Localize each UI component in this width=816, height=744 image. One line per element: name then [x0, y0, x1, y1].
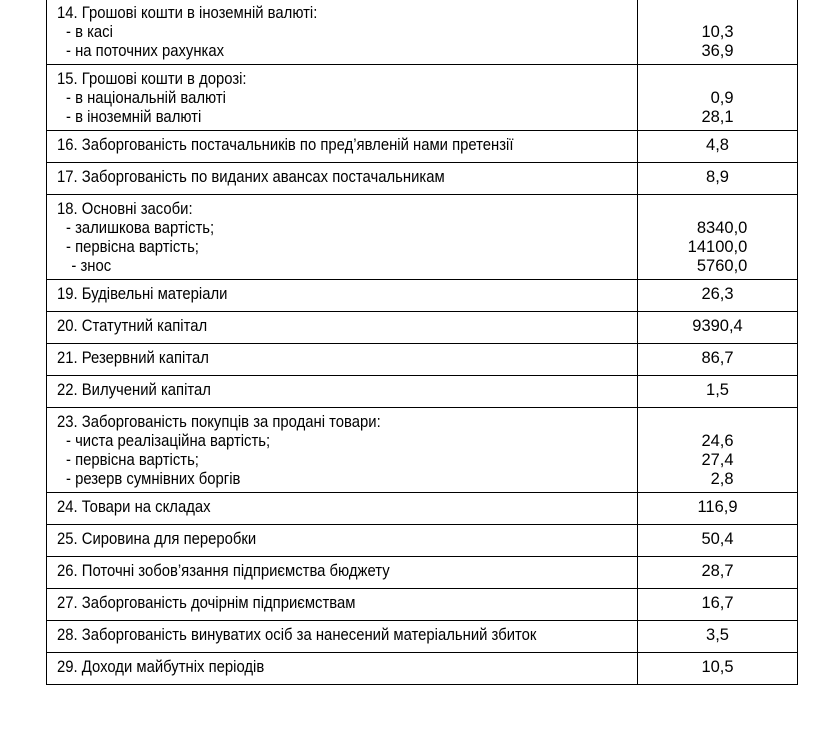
- item-value: 0,9: [710, 89, 734, 107]
- item-value-cell: [638, 589, 798, 621]
- item-value-cell: [638, 344, 798, 376]
- item-value-cell: [638, 65, 798, 131]
- item-title: 26. Поточні зобов’язання підприємства бюджету: [57, 562, 390, 580]
- item-name-cell: [47, 312, 638, 344]
- item-value-cell: [638, 493, 798, 525]
- item-name-cell: [47, 589, 638, 621]
- item-title: 22. Вилучений капітал: [57, 381, 211, 399]
- table-row: [47, 376, 798, 408]
- item-value-cell: [638, 376, 798, 408]
- item-title: 20. Статутний капітал: [57, 317, 208, 335]
- item-title: 25. Сировина для переробки: [57, 530, 257, 548]
- table-row: [47, 65, 798, 131]
- table-row: [47, 344, 798, 376]
- item-value: 26,3: [701, 285, 734, 303]
- item-value: 3,5: [706, 626, 729, 644]
- table-row: [47, 312, 798, 344]
- table-row: [47, 0, 798, 65]
- item-subline: - резерв сумнівних боргів: [66, 470, 241, 488]
- item-name-cell: [47, 525, 638, 557]
- item-value: 27,4: [701, 451, 734, 469]
- item-value: 116,9: [697, 498, 738, 516]
- item-subline: - в іноземній валюті: [66, 108, 202, 126]
- item-title: 14. Грошові кошти в іноземній валюті:: [57, 4, 318, 22]
- item-value: 86,7: [701, 349, 734, 367]
- table-row: [47, 195, 798, 280]
- item-name-cell: [47, 65, 638, 131]
- item-value: 5760,0: [696, 257, 748, 275]
- item-name-cell: [47, 163, 638, 195]
- item-subline: - первісна вартість;: [66, 238, 199, 256]
- item-title: 21. Резервний капітал: [57, 349, 209, 367]
- table-row: [47, 653, 798, 685]
- item-name-cell: [47, 408, 638, 493]
- item-value: 1,5: [706, 381, 729, 399]
- item-title: 28. Заборгованість винуватих осіб за нанесений матеріальний збиток: [57, 626, 537, 644]
- item-value: 16,7: [701, 594, 734, 612]
- item-name-cell: [47, 653, 638, 685]
- item-value: 14100,0: [687, 238, 748, 256]
- item-name-cell: [47, 280, 638, 312]
- item-subline: - первісна вартість;: [66, 451, 199, 469]
- item-value: 8340,0: [696, 219, 748, 237]
- table-row: [47, 493, 798, 525]
- item-title: 19. Будівельні матеріали: [57, 285, 228, 303]
- item-title: 27. Заборгованість дочірнім підприємствам: [57, 594, 356, 612]
- item-value-cell: [638, 0, 798, 65]
- item-name-cell: [47, 195, 638, 280]
- table-row: [47, 525, 798, 557]
- item-value-cell: [638, 653, 798, 685]
- item-title: 29. Доходи майбутніх періодів: [57, 658, 265, 676]
- item-value: 28,7: [701, 562, 734, 580]
- item-value-cell: [638, 312, 798, 344]
- item-value: 10,5: [701, 658, 734, 676]
- item-value: 4,8: [706, 136, 729, 154]
- balance-items-table: [46, 0, 798, 685]
- item-title: 23. Заборгованість покупців за продані товари:: [57, 413, 381, 431]
- item-value-cell: [638, 195, 798, 280]
- table-row: [47, 163, 798, 195]
- item-value-cell: [638, 163, 798, 195]
- item-subline: - чиста реалізаційна вартість;: [66, 432, 271, 450]
- item-name-cell: [47, 376, 638, 408]
- item-value-cell: [638, 280, 798, 312]
- item-value: 9390,4: [692, 317, 743, 335]
- item-value-cell: [638, 408, 798, 493]
- item-value-cell: [638, 557, 798, 589]
- item-value: 10,3: [701, 23, 734, 41]
- table-row: [47, 408, 798, 493]
- item-name-cell: [47, 131, 638, 163]
- item-subline: - в національній валюті: [66, 89, 226, 107]
- item-value: 8,9: [706, 168, 729, 186]
- table-row: [47, 131, 798, 163]
- item-value-cell: [638, 131, 798, 163]
- item-name-cell: [47, 557, 638, 589]
- item-subline: - в касі: [66, 23, 113, 41]
- item-name-cell: [47, 0, 638, 65]
- item-title: 17. Заборгованість по виданих авансах постачальникам: [57, 168, 445, 186]
- table-row: [47, 280, 798, 312]
- item-name-cell: [47, 621, 638, 653]
- item-name-cell: [47, 344, 638, 376]
- item-value: 28,1: [701, 108, 734, 126]
- table-row: [47, 621, 798, 653]
- item-name-cell: [47, 493, 638, 525]
- table-row: [47, 589, 798, 621]
- item-value-cell: [638, 621, 798, 653]
- item-title: 24. Товари на складах: [57, 498, 211, 516]
- item-value: 36,9: [701, 42, 734, 60]
- item-title: 15. Грошові кошти в дорозі:: [57, 70, 247, 88]
- table-row: [47, 557, 798, 589]
- item-title: 18. Основні засоби:: [57, 200, 193, 218]
- item-subline: - на поточних рахунках: [66, 42, 225, 60]
- item-subline: - знос: [71, 257, 112, 275]
- item-value: 50,4: [701, 530, 734, 548]
- item-title: 16. Заборгованість постачальників по пред’явленій нами претензії: [57, 136, 514, 154]
- item-value: 2,8: [710, 470, 734, 488]
- item-value-cell: [638, 525, 798, 557]
- item-subline: - залишкова вартість;: [66, 219, 215, 237]
- item-value: 24,6: [701, 432, 734, 450]
